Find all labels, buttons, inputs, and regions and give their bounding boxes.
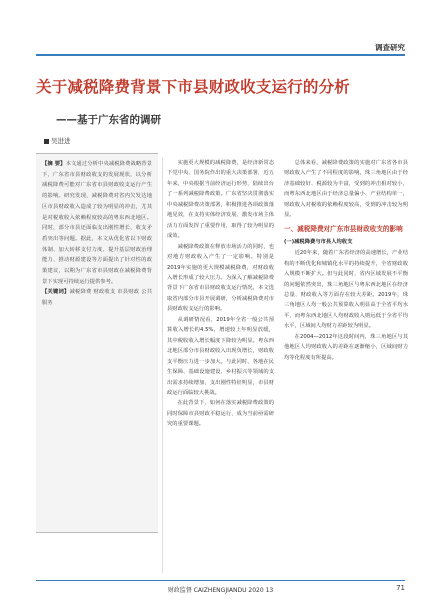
column-divider xyxy=(162,158,163,573)
abstract-text: 本文通过分析中央减税降费战略背景下，广东省市县财政收支的发展现状，以分析减税降费可能对广东省市县财政收支运行产生的影响。研究发现，减税降费对省内欠发达地区市县财政收入造成了较为明显的冲击，尤其是对税收收入依赖程度较高的粤东西北地区。同时，部分市县还面临支出刚性增长、收支矛盾突出等问题。据此，本文从优化省以下财政体制、加大转移支付力度、提升基层财政治理能力、推动财源建设等方面提出了针对性的政策建议，以期为广东省市县财政在减税降费背景下实现可持续运行提供参考。 xyxy=(42,161,152,285)
body-paragraph: 近20年来，随着广东省经济的高速增长，产业结构的不断优化和城镇化水平的持续提升，全省财政收入规模不断扩大。但与此同时，省内区域发展不平衡的问题依然突出，珠三角地区与粤东西北地区在经济总量、财政收入等方面存在较大差距。2019年，珠三角地区人均一般公共预算收入明显高于全省平均水平，而粤东西北地区人均财政收入则远低于全省平均水平，区域间人均财力差距较为明显。 xyxy=(284,250,408,330)
issue-number: 2020 13 xyxy=(248,587,274,594)
journal-name: 财政监督 CAIZHENGJIANDU xyxy=(167,587,247,594)
body-paragraph: 减税降费政策在释放市场活力的同时，也对地方财政收入产生了一定影响。特别是2019年实施的更大规模减税降费，对财政收入增长形成了较大压力。为深入了解减税降费背景下广东省市县财政收支运行情况，本文选取省内部分市县开展调研，分析减税降费对市县财政收支运行的影响。 xyxy=(167,243,274,313)
keywords-text: 减税降费 财政收支 市县财政 公共服务 xyxy=(42,289,152,307)
section-label: 调查研究 xyxy=(375,43,405,52)
footer-rule xyxy=(36,580,405,581)
body-paragraph: 在2004—2012年这段时间内，珠三角地区与其他地区人均财政收入的差距在逐渐缩小，区域间财力均等化程度有所提高。 xyxy=(284,333,408,361)
author-marker xyxy=(44,139,49,144)
abstract-label: 【摘 要】 xyxy=(42,161,66,167)
footer xyxy=(36,585,405,594)
article-subtitle: ——基于广东省的调研 xyxy=(56,114,161,126)
body-paragraph: 总体来看，减税降费政策的实施对广东省各市县财政收入产生了不同程度的影响，珠三角地区由于经济基础较好、税源较为丰富，受到的冲击相对较小，而粤东西北地区由于经济总量偏小、产业结构单一，财政收入对税收的依赖程度较高，受到的冲击较为明显。 xyxy=(284,160,408,219)
page-number: 71 xyxy=(396,584,405,592)
subsection-heading: (一)减税降费与市县人均收支 xyxy=(284,238,353,245)
body-column-2 xyxy=(167,158,274,430)
body-paragraph: 从调研情况看，2019年全省一般公共预算收入增长约4.5%，增速较上年明显放缓，其中税收收入增长幅度下降较为明显。粤东西北地区部分市县财政收入出现负增长，财政收支平衡压力进一步加大。与此同时，各地在民生保障、基础设施建设、乡村振兴等领域的支出需求持续增加，支出刚性特征明显，市县财政运行面临较大挑战。 xyxy=(167,316,274,396)
body-paragraph: 在此背景下，如何在落实减税降费政策的同时保障市县财政平稳运行，成为当前亟需研究的重要课题。 xyxy=(167,400,274,428)
body-column-3 xyxy=(284,158,408,363)
author-name: 吴进进 xyxy=(51,137,71,145)
keywords-label: 【关键词】 xyxy=(42,289,70,296)
article-title: 关于减税降费背景下市县财政收支运行的分析 xyxy=(36,77,351,96)
section-heading: 一、减税降费对广东市县财政收支的影响 xyxy=(284,224,403,233)
header-rule xyxy=(36,54,405,56)
author-line xyxy=(44,136,71,145)
body-paragraph: 实施更大规模的减税降费，是经济新常态下党中央、国务院作出的重大决策部署，近五年来，中央根据当前经济运行形势，陆续出台了一系列减税降费政策。广东省坚决贯彻落实中央减税降费决策部署，积极推进各项政策落地见效，在支持实体经济发展、激发市场主体活力方面发挥了重要作用，取得了较为明显的成效。 xyxy=(167,160,274,240)
abstract-box xyxy=(36,153,158,533)
